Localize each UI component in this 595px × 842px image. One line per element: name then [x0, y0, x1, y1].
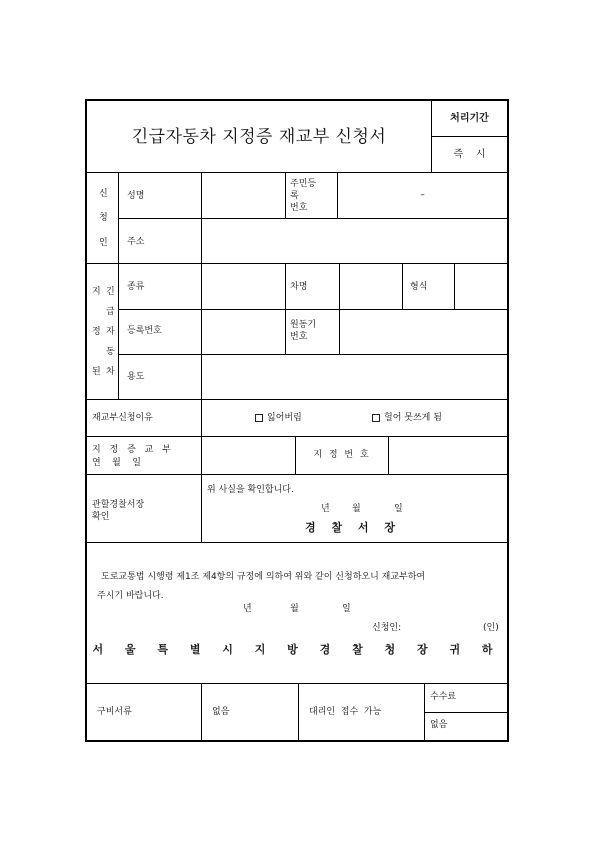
reason-option-damaged[interactable]: [372, 413, 442, 424]
usage-field[interactable]: [202, 355, 507, 399]
police-date-month: 월: [352, 504, 361, 514]
car-name-label: 차명: [290, 282, 308, 292]
police-date-year: 년: [321, 504, 330, 514]
request-text-line2: 주시기 바랍니다.: [97, 591, 164, 601]
vehicle-type-field[interactable]: [202, 264, 285, 309]
rule-vehicle-bottom: [85, 399, 508, 400]
reg-no-field[interactable]: [202, 310, 285, 354]
police-confirm-label-1: 관할경찰서장: [92, 500, 145, 510]
designation-no-label: 지 정 번 호: [313, 450, 371, 460]
request-date-day: 일: [342, 604, 351, 614]
rule-rrn-left: [285, 172, 286, 219]
rule-section-col: [118, 172, 119, 400]
police-confirm-label-2: 확인: [92, 512, 110, 522]
vehicle-section-col2-2: 급: [106, 307, 115, 317]
rrn-label-2: 록: [290, 191, 299, 201]
car-name-field[interactable]: [340, 264, 402, 309]
vehicle-section-col2-4: 동: [106, 347, 115, 357]
police-confirm-statement: 위 사실을 확인합니다.: [207, 485, 294, 495]
vehicle-section-col2-5: 차: [106, 367, 115, 377]
reason-option-damaged-text: 헐어 못쓰게 됨: [384, 413, 442, 423]
rule-applicant-bottom: [85, 263, 508, 264]
vehicle-section-col2-3: 자: [106, 327, 115, 337]
issue-date-label-2: 연 월 일: [92, 458, 141, 468]
engine-no-field[interactable]: [340, 310, 507, 354]
model-field[interactable]: [455, 264, 507, 309]
rrn-field[interactable]: –: [420, 190, 425, 200]
rule-footer-3: [424, 683, 425, 741]
engine-no-label-1: 원동기: [290, 320, 317, 330]
rrn-label-1: 주민등: [290, 179, 317, 189]
designation-no-field[interactable]: [389, 437, 507, 474]
name-label: 성명: [127, 191, 145, 201]
rule-fee-mid: [424, 712, 508, 713]
vehicle-section-col1-1: 지: [92, 287, 101, 297]
issue-date-field[interactable]: [202, 437, 295, 474]
form-title: 긴급자동차 지정증 재교부 신청서: [131, 126, 387, 147]
checkbox-lost[interactable]: [255, 414, 263, 422]
reg-no-label: 등록번호: [127, 326, 162, 336]
applicant-section-char-3: 인: [99, 238, 108, 248]
processing-period-label: 처리기간: [450, 113, 489, 124]
police-date-day: 일: [394, 504, 403, 514]
rule-request-bottom: [85, 683, 508, 684]
engine-no-label-2: 번호: [290, 332, 308, 342]
applicant-seal-label: (인): [483, 623, 499, 633]
required-documents-label: 구비서류: [97, 707, 132, 717]
rule-designation-bottom: [85, 474, 508, 475]
rule-police-bottom: [85, 542, 508, 543]
border-right: [507, 99, 509, 742]
fee-label: 수수료: [430, 692, 457, 702]
vehicle-type-label: 종류: [127, 282, 145, 292]
fee-value: 없음: [430, 720, 448, 730]
police-chief-signer: 경 찰 서 장: [305, 521, 401, 534]
proxy-application-note: 대리인 접수 가능: [309, 707, 382, 717]
reason-label: 재교부신청이유: [92, 413, 153, 423]
applicant-section-char-1: 신: [99, 189, 108, 199]
rule-footer-1: [201, 683, 202, 741]
reason-option-lost-text: 잃어버림: [267, 413, 302, 423]
checkbox-damaged[interactable]: [372, 414, 380, 422]
name-field[interactable]: [202, 173, 285, 218]
usage-label: 용도: [127, 372, 145, 382]
issue-date-label-1: 지 정 증 교 부: [92, 445, 174, 455]
rrn-label-3: 번호: [290, 203, 308, 213]
required-documents-value: 없음: [212, 707, 230, 717]
rule-model-left: [402, 263, 403, 310]
applicant-section-char-2: 청: [99, 213, 108, 223]
request-text-line1: 도로교통법 시행령 제1조 제4항의 규정에 의하여 위와 같이 신청하오니 재교부하여: [101, 572, 426, 582]
reason-option-lost[interactable]: [255, 413, 302, 424]
vehicle-section-col1-3: 정: [92, 327, 101, 337]
border-bottom: [85, 740, 508, 742]
address-field[interactable]: [202, 219, 507, 263]
addressee: 서 울 특 별 시 지 방 경 찰 청 장 귀 하: [92, 642, 502, 656]
processing-period-value: 즉 시: [453, 149, 486, 160]
applicant-sign-label: 신청인:: [372, 623, 402, 633]
vehicle-section-col1-5: 된: [92, 367, 101, 377]
rule-footer-2: [298, 683, 299, 741]
request-date-month: 월: [290, 604, 299, 614]
rule-carname-left: [285, 263, 286, 354]
vehicle-section-col2-1: 긴: [106, 287, 115, 297]
request-date-year: 년: [243, 604, 252, 614]
address-label: 주소: [127, 237, 145, 247]
model-label: 형식: [410, 282, 428, 292]
